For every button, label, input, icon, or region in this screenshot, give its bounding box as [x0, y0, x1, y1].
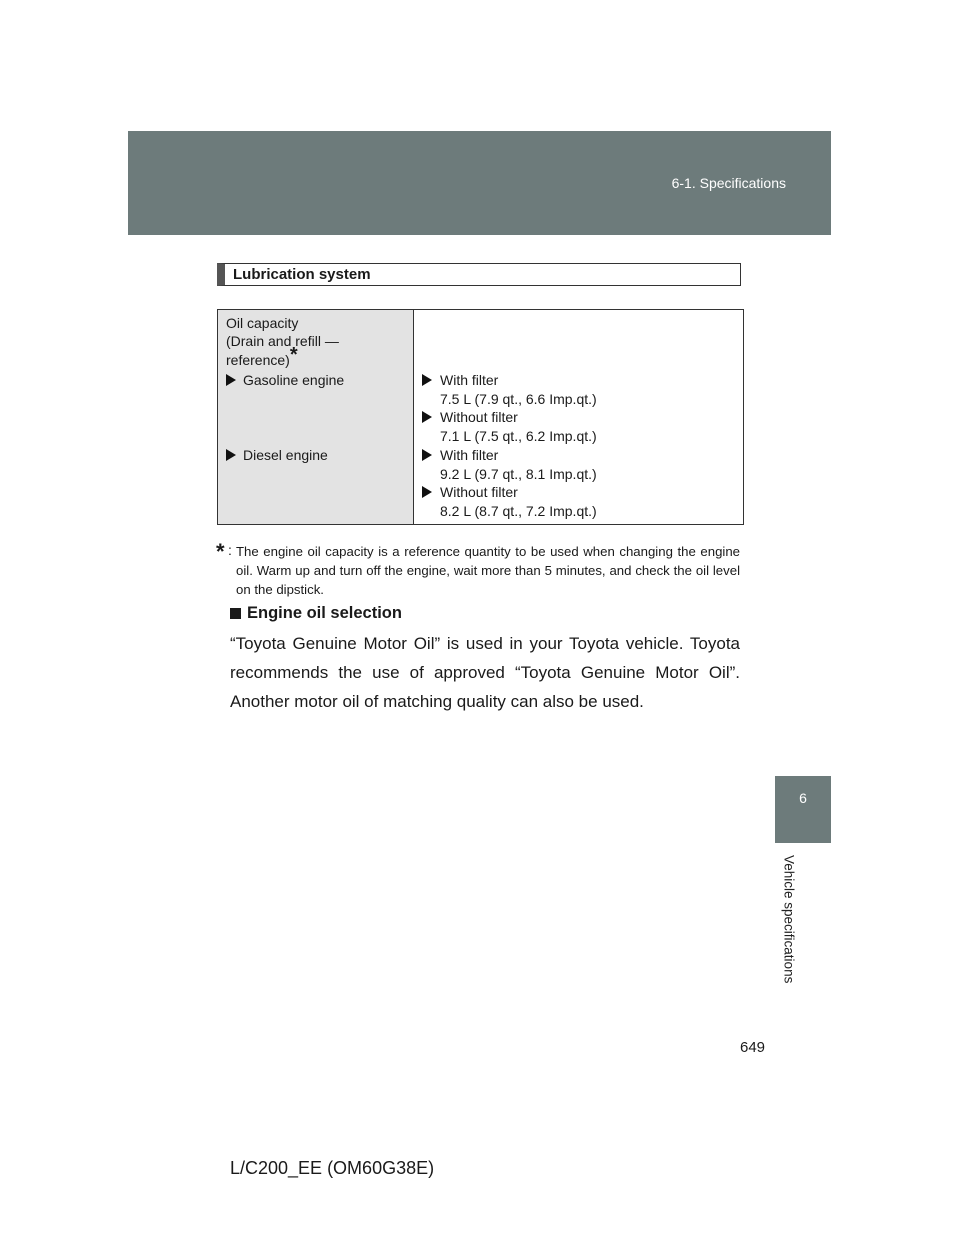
subsection-body: “Toyota Genuine Motor Oil” is used in your Toyota vehicle. Toyota recommends the use of approved “Toyota Genuine Motor Oil”. Another motor oil of matching quality can also be used. — [230, 634, 740, 711]
engine-gasoline: Gasoline engine — [243, 372, 345, 388]
page-number: 649 — [740, 1039, 766, 1056]
section-title: 6-1. Specifications — [671, 175, 786, 191]
footnote-star: * — [216, 539, 225, 564]
document-code: L/C200_EE (OM60G38E) — [230, 1158, 435, 1178]
option-name: Without filter — [440, 409, 518, 425]
arrow-right-icon — [226, 374, 236, 386]
chapter-tab[interactable] — [775, 776, 831, 843]
value-cell — [414, 310, 743, 524]
option-value: 8.2 L (8.7 qt., 7.2 Imp.qt.) — [440, 503, 597, 519]
option-name: Without filter — [440, 484, 518, 500]
footnote-colon: : — [228, 542, 232, 558]
arrow-right-icon — [226, 449, 236, 461]
label-cell — [218, 310, 414, 524]
section-header-title: Lubrication system — [233, 266, 371, 283]
label-line: (Drain and refill — — [226, 333, 339, 349]
label-line: reference)* — [226, 344, 298, 368]
header-band — [128, 131, 831, 235]
oil-capacity-table — [217, 309, 744, 525]
chapter-label-text: Vehicle specifications — [781, 855, 797, 984]
section-header — [217, 263, 741, 286]
subsection-title: Engine oil selection — [247, 604, 402, 622]
option-value: 9.2 L (9.7 qt., 8.1 Imp.qt.) — [440, 466, 597, 482]
chapter-label — [775, 855, 803, 1000]
arrow-right-icon — [422, 411, 432, 423]
arrow-right-icon — [422, 449, 432, 461]
chapter-number: 6 — [799, 790, 807, 806]
option-value: 7.5 L (7.9 qt., 6.6 Imp.qt.) — [440, 391, 597, 407]
engine-diesel: Diesel engine — [243, 447, 328, 463]
square-bullet-icon — [230, 608, 241, 619]
option-value: 7.1 L (7.5 qt., 6.2 Imp.qt.) — [440, 428, 597, 444]
option-name: With filter — [440, 372, 499, 388]
label-line: Oil capacity — [226, 315, 299, 331]
footnote-text: The engine oil capacity is a reference quantity to be used when changing the engine oil. Warm up and turn off the engine, wait more than 5 minutes, and check the oil level on the dipstick. — [236, 544, 740, 597]
footnote-star: * — [289, 344, 298, 366]
option-name: With filter — [440, 447, 499, 463]
arrow-right-icon — [422, 486, 432, 498]
arrow-right-icon — [422, 374, 432, 386]
